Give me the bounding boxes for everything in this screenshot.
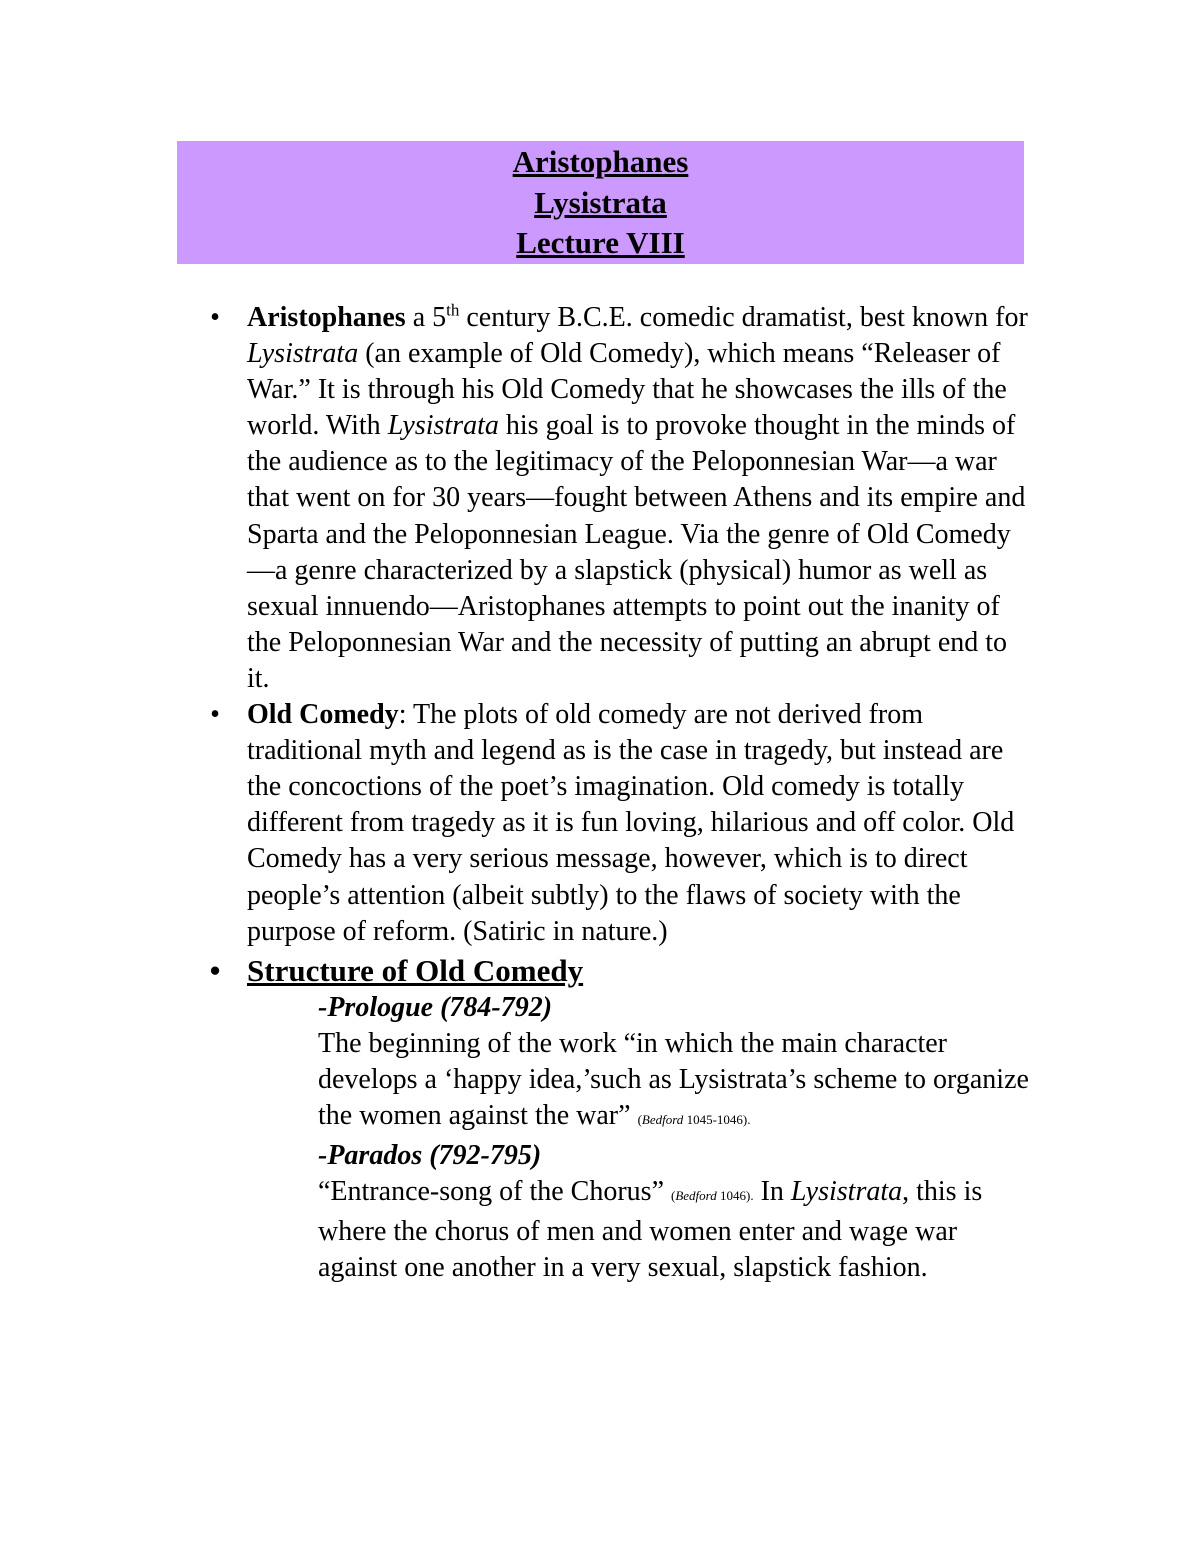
bullet-aristophanes-text: Aristophanes a 5th century B.C.E. comedic dramatist, best known for Lysistrata (an example of Old Comedy), which means “Releaser of War.” It is through his Old Comedy that he showcases the ills of the world. With Lysistrata his goal is to provoke thought in the minds of the audience as to the legitimacy of the Peloponnesian War—a war that went on for 30 years—fought between Athens and its empire and Sparta and the Peloponnesian League. Via the genre of Old Comedy —a genre characterized by a slapstick (physical) humor as well as sexual innuendo—Aristophanes attempts to point out the inanity of the Peloponnesian War and the necessity of putting an abrupt end to it.: [247, 300, 1028, 694]
parados-citation: (Bedford 1046).: [671, 1188, 754, 1204]
prologue-heading: -Prologue (784-792): [318, 991, 553, 1023]
title-author: Aristophanes: [512, 144, 689, 179]
bullet-aristophanes: [206, 300, 1036, 697]
parados-text: “Entrance-song of the Chorus” (Bedford 1046). In Lysistrata, this is where the chorus of men and women enter and wage war against one another in a very sexual, slapstick fashion.: [318, 1176, 983, 1284]
italic-lysistrata: Lysistrata: [247, 338, 359, 370]
bullet-old-comedy: [206, 697, 1036, 950]
term-aristophanes: Aristophanes: [247, 302, 406, 333]
section-heading-structure: Structure of Old Comedy: [247, 952, 584, 988]
title-lecture: Lecture VIII: [516, 225, 685, 260]
parados-heading: -Parados (792-795): [318, 1140, 542, 1172]
title-work: Lysistrata: [534, 184, 667, 220]
bullet-old-comedy-text: Old Comedy: The plots of old comedy are not derived from traditional myth and legend as is the case in tragedy, but instead are the concoctions of the poet’s imagination. Old comedy is totally different from tragedy as it is fun loving, hilarious and off color. Old Comedy has a very serious message, however, which is to direct people’s attention (albeit subtly) to the flaws of society with the purpose of reform. (Satiric in nature.): [247, 699, 1015, 947]
structure-details: [318, 990, 1036, 1287]
italic-lysistrata: Lysistrata: [387, 410, 499, 442]
bullet-icon: •: [210, 699, 220, 731]
term-old-comedy: Old Comedy: [247, 699, 399, 731]
bullet-icon: •: [210, 302, 220, 333]
bullet-structure: [206, 952, 1036, 990]
lecture-notes: [206, 300, 1036, 1286]
prologue-text: The beginning of the work “in which the main character develops a ‘happy idea,’such as Lysistrata’s scheme to organize the women against the war” (Bedford 1045-1046).: [318, 1027, 1029, 1131]
bullet-icon: •: [209, 952, 221, 988]
prologue-citation: (Bedford 1045-1046).: [637, 1111, 751, 1127]
title-banner: [177, 141, 1024, 264]
italic-lysistrata: Lysistrata: [790, 1176, 903, 1208]
